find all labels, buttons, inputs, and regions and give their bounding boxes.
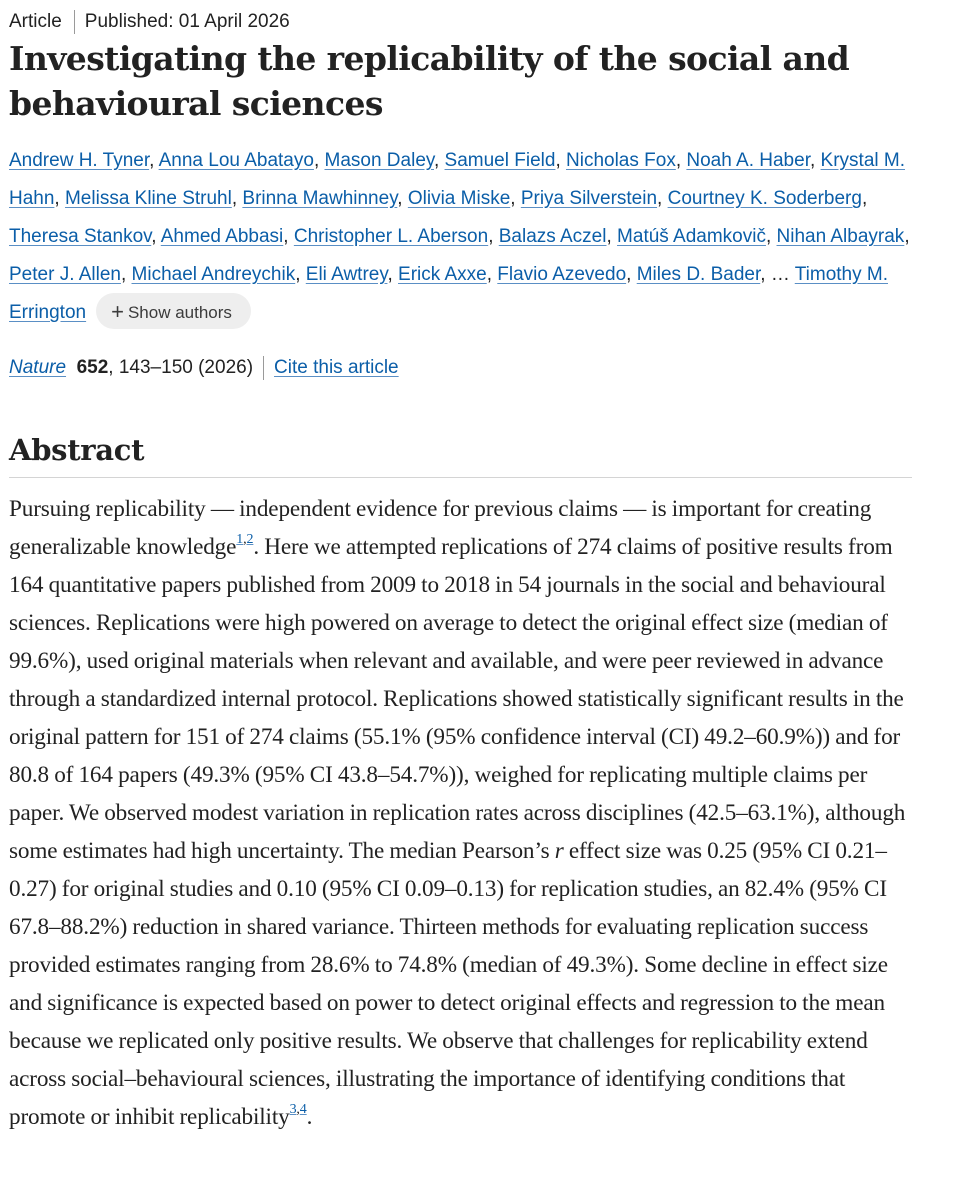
journal-link[interactable]: Nature <box>9 357 67 378</box>
abstract-text-part-3: effect size was 0.25 (95% CI 0.21–0.27) for original studies and 0.10 (95% CI 0.09–0.13) for replication studies, an 82.4% (95% CI 67.8–88.2%) reduction in shared variance. Thirteen methods for evaluating replication success provided estimates ranging from 28.6% to 74.8% (median of 49.3%). Some decline in effect size and significance is expected based on power to detect original effects and regression to the mean because we replicated only positive results. We observe that challenges for replicability extend across social–behavioural sciences, illustrating the importance of identifying conditions that promote or inhibit replicability <box>9 838 888 1130</box>
author-link[interactable]: Anna Lou Abatayo <box>158 150 314 171</box>
author-ellipsis: … <box>770 264 790 285</box>
author-link[interactable]: Noah A. Haber <box>686 150 810 171</box>
citation-divider <box>263 356 264 380</box>
author-link[interactable]: Flavio Azevedo <box>497 264 627 285</box>
reference-3-4: 3,4 <box>289 1102 307 1118</box>
abstract-text-part-1: Pursuing replicability — independent evidence for previous claims — is important for creating generalizable knowledge <box>9 496 872 560</box>
abstract-text-end: . <box>306 1104 313 1130</box>
author-link[interactable]: Andrew H. Tyner <box>9 150 150 171</box>
author-link-last[interactable]: Timothy M. Errington <box>9 264 888 323</box>
show-authors-label: Show authors <box>127 302 232 322</box>
author-link[interactable]: Krystal M. Hahn <box>9 150 905 209</box>
author-list: Andrew H. Tyner, Anna Lou Abatayo, Mason Daley, Samuel Field, Nicholas Fox, Noah A. Haber, Krystal M. Hahn, Melissa Kline Struhl, Brinna Mawhinney, Olivia Miske, Priya Silverstein, Courtney K. Soderberg, Theresa Stankov, Ahmed Abbasi, Christopher L. Aberson, Balazs Aczel, Matúš Adamkovič, Nihan Albayrak, Peter J. Allen, Michael Andreychik, Eli Awtrey, Erick Axxe, Flavio Azevedo, Miles D. Bader, … Timothy M. Errington + Show authors <box>9 142 914 332</box>
abstract-text-part-2: . Here we attempted replications of 274 claims of positive results from 164 quantitative papers published from 2009 to 2018 in 54 journals in the social and behavioural sciences. Replications were high powered on average to detect the original effect size (median of 99.6%), used original materials when relevant and available, and were peer reviewed in advance through a standardized internal protocol. Replications showed statistically significant results in the original pattern for 151 of 274 claims (55.1% (95% confidence interval (CI) 49.2–60.9%)) and for 80.8 of 164 papers (49.3% (95% CI 43.8–54.7%)), weighed for replicating multiple claims per paper. We observed modest variation in replication rates across disciplines (42.5–63.1%), although some estimates had high uncertainty. The median Pearson’s <box>9 534 906 864</box>
author-link[interactable]: Michael Andreychik <box>131 264 296 285</box>
author-link[interactable]: Mason Daley <box>324 150 434 171</box>
abstract-heading: Abstract <box>9 433 145 467</box>
cite-this-article-link[interactable]: Cite this article <box>274 357 399 378</box>
article-meta <box>9 10 290 34</box>
plus-icon: + <box>111 298 124 324</box>
article-type: Article <box>9 11 62 32</box>
reference-link[interactable]: 3 <box>289 1102 297 1118</box>
author-link[interactable]: Olivia Miske <box>407 188 511 209</box>
journal-pages-year: , 143–150 (2026) <box>108 357 254 378</box>
reference-1-2: 1,2 <box>236 532 254 548</box>
meta-divider <box>74 10 75 34</box>
author-link[interactable]: Peter J. Allen <box>9 264 121 285</box>
abstract-divider <box>9 477 912 478</box>
author-link[interactable]: Courtney K. Soderberg <box>667 188 862 209</box>
citation-line <box>9 356 399 380</box>
journal-volume: 652 <box>76 357 109 378</box>
author-link[interactable]: Theresa Stankov <box>9 226 152 247</box>
article-title: Investigating the replicability of the social and behavioural sciences <box>9 39 850 123</box>
show-authors-button[interactable] <box>96 293 251 329</box>
published-date: Published: 01 April 2026 <box>84 11 290 32</box>
author-link[interactable]: Nihan Albayrak <box>776 226 905 247</box>
reference-link[interactable]: 2 <box>246 532 254 548</box>
reference-link[interactable]: 1 <box>236 532 244 548</box>
author-link[interactable]: Nicholas Fox <box>566 150 676 171</box>
abstract-text <box>9 490 914 1136</box>
reference-link[interactable]: 4 <box>299 1102 307 1118</box>
author-link[interactable]: Brinna Mawhinney <box>242 188 398 209</box>
author-link[interactable]: Balazs Aczel <box>498 226 607 247</box>
author-link[interactable]: Priya Silverstein <box>520 188 658 209</box>
author-link[interactable]: Matúš Adamkovič <box>617 226 766 247</box>
author-link[interactable]: Samuel Field <box>444 150 556 171</box>
pearson-r-symbol: r <box>554 838 564 864</box>
author-link[interactable]: Eli Awtrey <box>305 264 388 285</box>
author-link[interactable]: Erick Axxe <box>398 264 487 285</box>
author-link[interactable]: Ahmed Abbasi <box>160 226 284 247</box>
author-link[interactable]: Miles D. Bader <box>636 264 761 285</box>
author-link[interactable]: Christopher L. Aberson <box>293 226 489 247</box>
author-link[interactable]: Melissa Kline Struhl <box>64 188 232 209</box>
